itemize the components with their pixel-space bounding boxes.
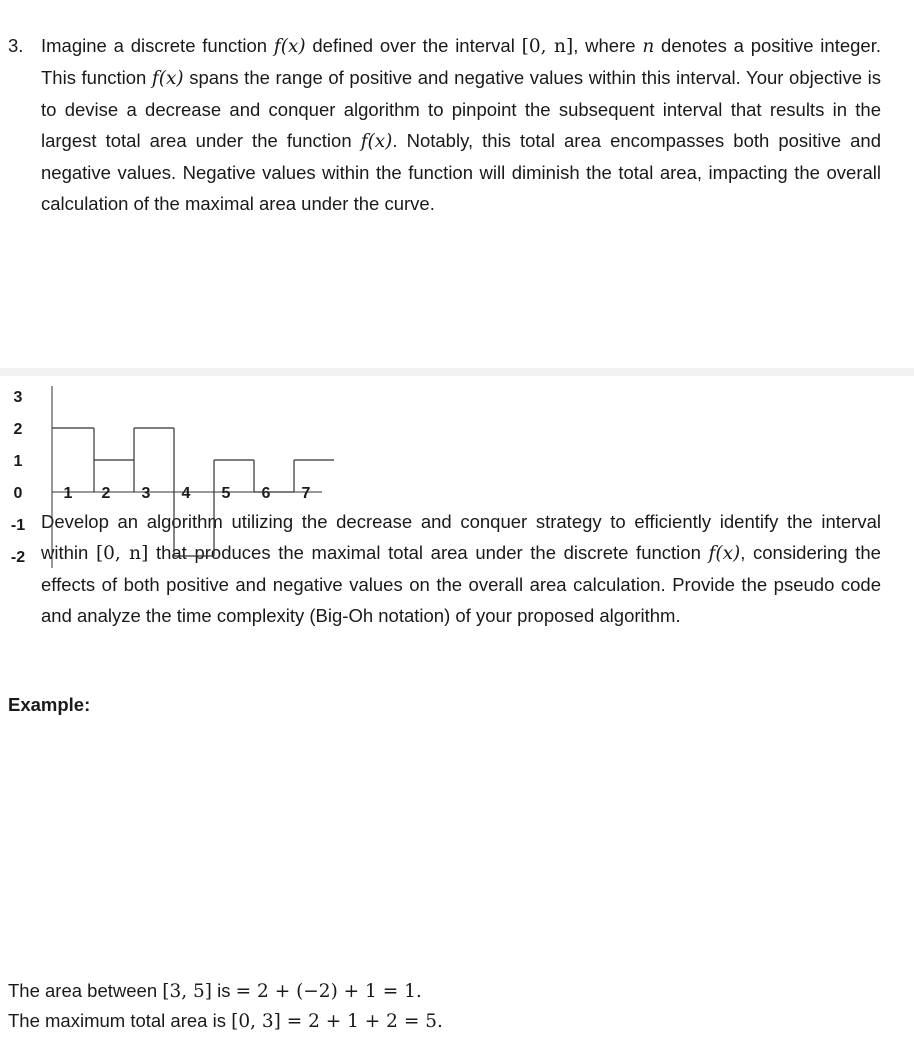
y-tick-label: 3 [13, 389, 23, 406]
area-line-text: The area between [8, 980, 163, 1001]
x-tick-label: 5 [221, 485, 231, 502]
y-tick-label: 0 [13, 485, 23, 502]
max-interval: [0, 3] [231, 1011, 281, 1032]
step-chart-svg [0, 376, 360, 576]
x-tick-label: 1 [63, 485, 73, 502]
function-symbol: f(x) [273, 36, 306, 57]
task-text-3: , considering the effects of both positive and negative values on the overall area calculation. Provide the pseudo code and analyze the time complexity (Big-Oh notation) of your proposed algorithm. [41, 542, 881, 626]
x-tick-label: 2 [101, 485, 111, 502]
x-tick-label: 6 [261, 485, 271, 502]
y-tick-label: -1 [10, 517, 26, 534]
question-paragraph [41, 30, 881, 219]
area-result-line [8, 980, 422, 1002]
y-tick-label: 1 [13, 453, 23, 470]
x-tick-label: 3 [141, 485, 151, 502]
function-symbol: f(x) [151, 68, 184, 89]
function-symbol: f(x) [360, 131, 393, 152]
interval-symbol: [0, n] [95, 543, 149, 564]
max-result-line [8, 1010, 443, 1032]
question-number: 3. [8, 35, 24, 56]
y-tick-label: 2 [13, 421, 23, 438]
max-line-text: The maximum total area is [8, 1010, 232, 1031]
section-divider [0, 368, 914, 376]
question-text-5: spans the range of positive and negative values within this interval. Your objective is to devise a decrease and conquer algorithm to pinpoint the subsequent interval that results in the largest total area under the function [41, 67, 881, 151]
task-text-1: Develop an algorithm utilizing the decrease and conquer strategy to efficiently identify the interval within [41, 511, 881, 563]
question-text-2: defined over the interval [305, 35, 522, 56]
max-expression: = 2 + 1 + 2 = 5. [280, 1011, 443, 1032]
interval-symbol: [0, n] [521, 36, 574, 57]
y-axis [11, 386, 52, 568]
question-text-1: Imagine a discrete function [41, 35, 274, 56]
problem-statement-section [0, 0, 914, 368]
area-is-text: is [212, 980, 236, 1001]
x-tick-label: 7 [301, 485, 311, 502]
task-text-2: that produces the maximal total area under the discrete function [148, 542, 709, 563]
question-text-4: denotes a positive integer. This function [41, 35, 881, 88]
x-axis [52, 485, 322, 502]
example-chart [0, 376, 360, 581]
area-expression: = 2 + (−2) + 1 = 1. [235, 981, 422, 1002]
y-tick-label: -2 [10, 549, 26, 566]
function-symbol: f(x) [708, 543, 741, 564]
x-tick-label: 4 [181, 485, 191, 502]
question-text-3: , where [573, 35, 643, 56]
example-heading: Example: [8, 694, 91, 715]
question-text-6: . Notably, this total area encompasses both positive and negative values. Negative values within the function will diminish the total area, impacting the overall calculation of the maximal area under the curve. [41, 130, 881, 214]
n-symbol: n [642, 36, 655, 57]
area-interval: [3, 5] [162, 981, 213, 1002]
